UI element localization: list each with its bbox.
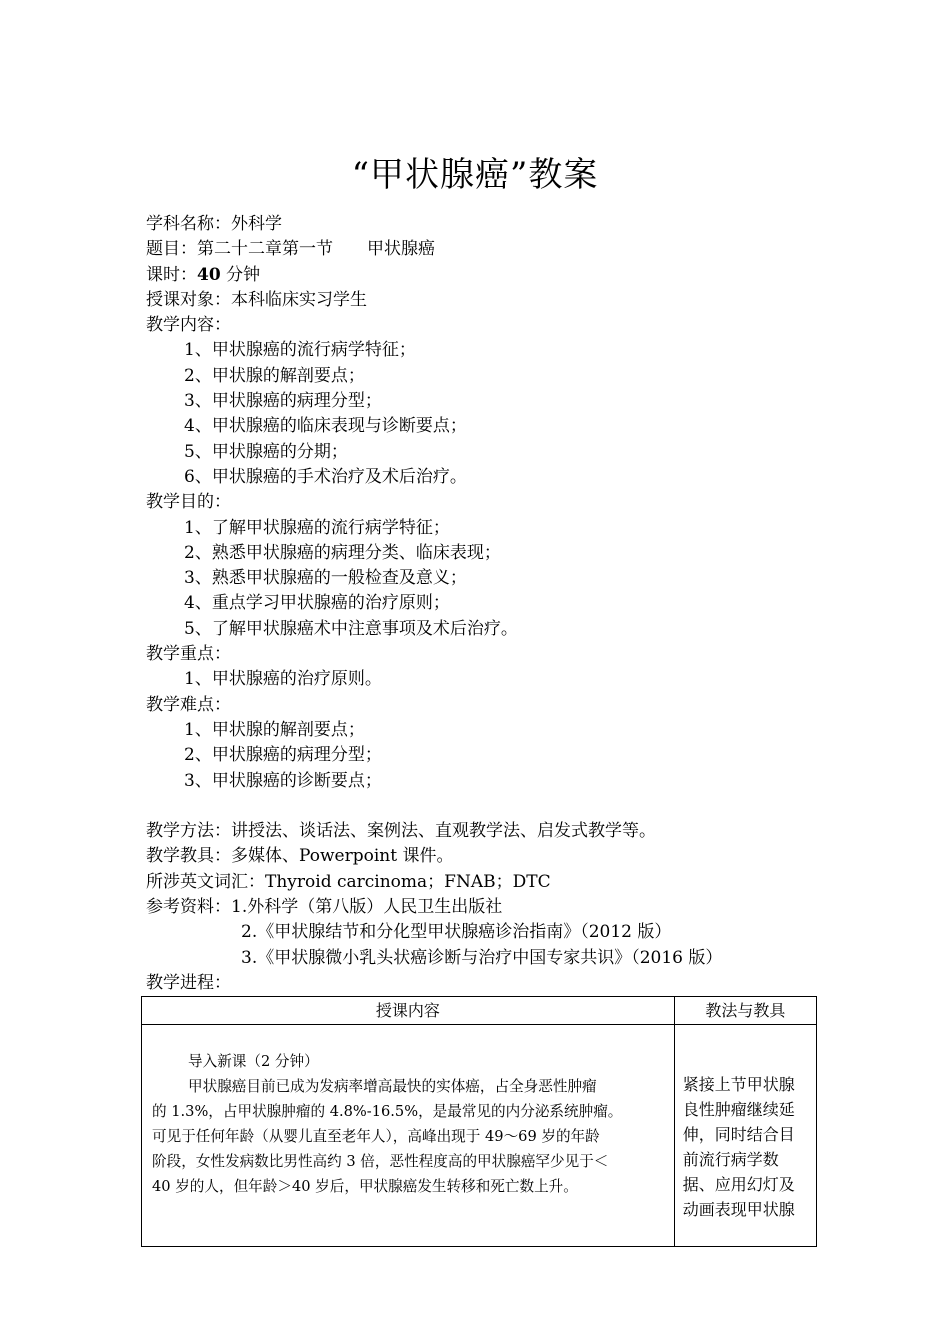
goals-item: 3、熟悉甲状腺癌的一般检查及意义； (184, 568, 467, 589)
progress-heading: 教学进程： (146, 972, 231, 993)
reference-item: 3.《甲状腺微小乳头状癌诊断与治疗中国专家共识》（2016 版） (241, 947, 723, 968)
duration-line (146, 263, 846, 288)
document-title: “甲状腺癌”教案 (351, 155, 599, 195)
subject-line: 学科名称：外科学 (146, 214, 282, 234)
reference-item: 1.外科学（第八版）人民卫生出版社 (231, 897, 503, 918)
difficult-item: 2、甲状腺癌的病理分型； (184, 745, 382, 766)
topic-line: 题目：第二十二章第一节 甲状腺癌 (146, 239, 435, 260)
method-cell (674, 1025, 816, 1247)
content-item: 6、甲状腺癌的手术治疗及术后治疗。 (184, 466, 467, 487)
method-line: 良性肿瘤继续延 (682, 1100, 795, 1119)
table-row (142, 1025, 817, 1247)
duration-value: 40 (197, 264, 221, 285)
key-heading: 教学重点： (146, 644, 231, 665)
difficult-item: 1、甲状腺的解剖要点； (184, 719, 365, 740)
goals-heading: 教学目的： (146, 492, 231, 513)
header-method: 教法与教具 (674, 997, 816, 1025)
duration-unit: 分钟 (226, 264, 261, 285)
content-item: 2、甲状腺的解剖要点； (184, 365, 365, 386)
goals-item: 1、了解甲状腺癌的流行病学特征； (184, 517, 450, 538)
goals-item: 5、了解甲状腺癌术中注意事项及术后治疗。 (184, 618, 518, 639)
method-line: 前流行病学数 (682, 1150, 779, 1169)
intro-line: 40 岁的人，但年龄＞40 岁后，甲状腺癌发生转移和死亡数上升。 (152, 1178, 578, 1195)
lesson-progress-table (141, 996, 817, 1247)
method-line: 紧接上节甲状腺 (682, 1075, 795, 1094)
references-label: 参考资料： (146, 897, 231, 918)
header-content: 授课内容 (142, 997, 675, 1025)
difficult-heading: 教学难点： (146, 694, 231, 715)
method-line: 据、应用幻灯及 (682, 1175, 795, 1194)
methods-line: 教学方法：讲授法、谈话法、案例法、直观教学法、启发式教学等。 (146, 821, 656, 842)
method-line: 伸，同时结合目 (682, 1125, 795, 1144)
references-line (146, 895, 846, 920)
table-header-row (142, 997, 817, 1025)
method-line: 动画表现甲状腺 (682, 1200, 795, 1219)
vocab-line: 所涉英文词汇：Thyroid carcinoma；FNAB；DTC (146, 871, 551, 892)
intro-line: 甲状腺癌目前已成为发病率增高最快的实体癌，占全身恶性肿瘤 (188, 1078, 597, 1095)
key-item: 1、甲状腺癌的治疗原则。 (184, 669, 382, 690)
intro-line: 可见于任何年龄（从婴儿直至老年人），高峰出现于 49～69 岁的年龄 (152, 1128, 600, 1145)
content-heading: 教学内容： (146, 315, 231, 336)
intro-line: 阶段，女性发病数比男性高约 3 倍，恶性程度高的甲状腺癌罕少见于＜ (152, 1153, 609, 1170)
tools-line: 教学教具：多媒体、Powerpoint 课件。 (146, 846, 454, 867)
reference-item: 2.《甲状腺结节和分化型甲状腺癌诊治指南》（2012 版） (241, 922, 672, 943)
goals-item: 4、重点学习甲状腺癌的治疗原则； (184, 593, 450, 614)
duration-label: 课时： (146, 264, 197, 285)
blank-line (146, 794, 846, 819)
content-item: 3、甲状腺癌的病理分型； (184, 391, 382, 412)
content-item: 5、甲状腺癌的分期； (184, 441, 348, 462)
content-item: 4、甲状腺癌的临床表现与诊断要点； (184, 416, 467, 437)
difficult-item: 3、甲状腺癌的诊断要点； (184, 770, 382, 791)
goals-item: 2、熟悉甲状腺癌的病理分类、临床表现； (184, 542, 501, 563)
intro-heading: 导入新课（2 分钟） (188, 1053, 319, 1070)
content-item: 1、甲状腺癌的流行病学特征； (184, 340, 416, 361)
intro-line: 的 1.3%，占甲状腺肿瘤的 4.8%-16.5%，是最常见的内分泌系统肿瘤。 (152, 1103, 623, 1120)
document-body (146, 212, 846, 996)
lesson-content-cell (142, 1025, 675, 1247)
audience-line: 授课对象：本科临床实习学生 (146, 289, 367, 310)
